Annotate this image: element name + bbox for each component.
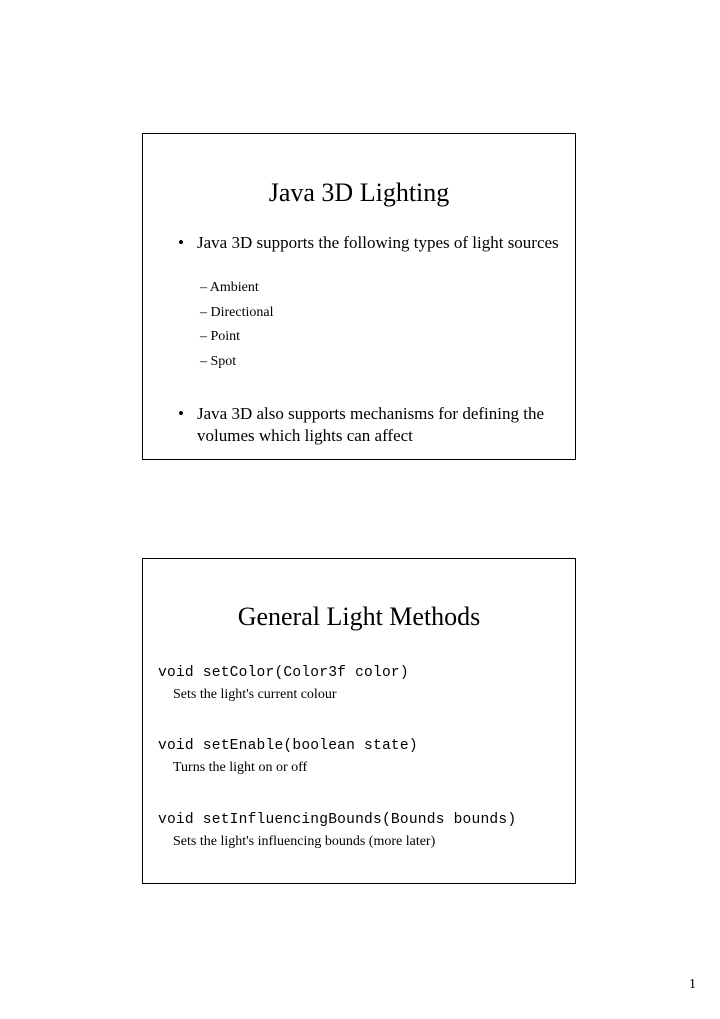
bullet-item [178, 403, 568, 447]
slide-title: General Light Methods [237, 602, 481, 631]
slide-general-light-methods [142, 558, 576, 884]
method-signature: void setEnable(boolean state) [158, 738, 418, 754]
bullet-item [178, 232, 568, 254]
method-description: Sets the light's current colour [173, 687, 337, 702]
method-entry [158, 663, 568, 704]
method-description: Turns the light on or off [173, 760, 308, 775]
slide-title: Java 3D Lighting [268, 178, 450, 207]
method-entry [158, 810, 568, 851]
method-signature: void setColor(Color3f color) [158, 665, 409, 681]
light-types-list [200, 278, 273, 376]
sub-item-directional: – Directional [200, 304, 274, 320]
bullet-marker: • [178, 233, 184, 252]
sub-item-spot: – Spot [200, 353, 237, 369]
method-signature: void setInfluencingBounds(Bounds bounds) [158, 812, 517, 828]
method-description: Sets the light's influencing bounds (more later) [173, 834, 436, 849]
bullet-marker: • [178, 404, 184, 423]
sub-item-point: – Point [200, 329, 241, 344]
sub-item-ambient: – Ambient [200, 280, 259, 295]
slide-java-3d-lighting [142, 133, 576, 460]
bullet-text: Java 3D supports the following types of light sources [197, 233, 559, 252]
method-entry [158, 736, 568, 777]
page-number: 1 [689, 977, 696, 992]
bullet-text: Java 3D also supports mechanisms for defining the volumes which lights can affect [197, 404, 545, 445]
